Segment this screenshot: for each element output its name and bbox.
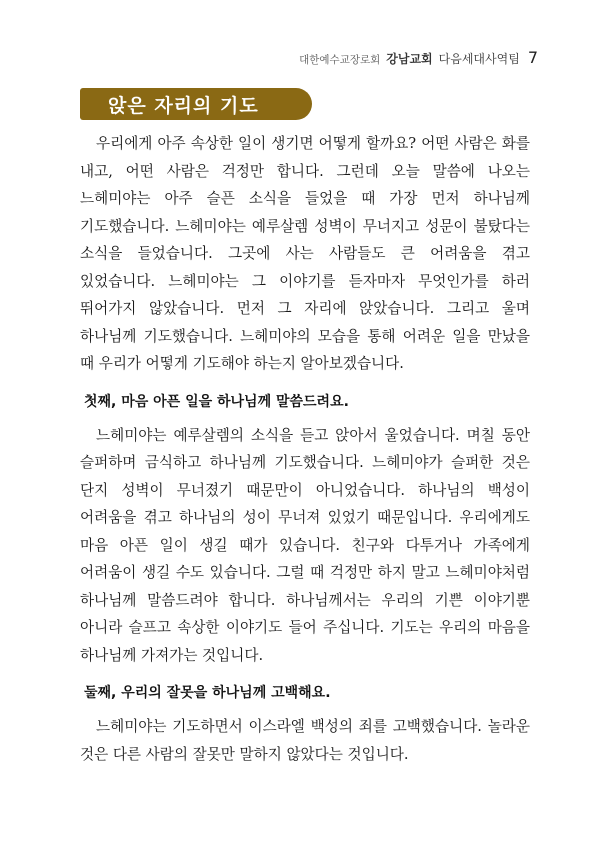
second-section-paragraph: 느헤미야는 기도하면서 이스라엘 백성의 죄를 고백했습니다. 놀라운 것은 다른 사람의 잘못만 말하지 않았다는 것입니다. [80,718,530,763]
section-heading-second: 둘째, 우리의 잘못을 하나님께 고백해요. [84,685,331,701]
header-org: 대한예수교장로회 [299,54,381,66]
page-number: 7 [527,48,538,67]
article-body [80,130,530,768]
section-heading-first: 첫째, 마음 아픈 일을 하나님께 말씀드려요. [84,393,349,410]
first-section-paragraph: 느헤미야는 예루살렘의 소식을 듣고 앉아서 울었습니다. 며칠 동안 슬퍼하며 금식하고 하나님께 기도했습니다. 느헤미야가 슬퍼한 것은 단지 성벽이 무너졌기 때문만이 아니었습니다. 하나님의 백성이 어려움을 겪고 하나님의 성이 무너져 있었기 때문입니다. 우리에게도 마음 아픈 일이 생길 때가 있습니다. 친구와 다투거나 가족에게 어려움이 생길 수도 있습니다. 그럴 때 걱정만 하지 말고 느헤미야처럼 하나님께 말씀드려야 합니다. 하나님께서는 우리의 기쁜 이야기뿐 아니라 슬프고 속상한 이야기도 들어 주십니다. 기도는 우리의 마음을 하나님께 가져가는 것입니다. [80,426,530,664]
page-title: 앉은 자리의 기도 [108,94,259,117]
intro-paragraph: 우리에게 아주 속상한 일이 생기면 어떻게 할까요? 어떤 사람은 화를 내고, 어떤 사람은 걱정만 합니다. 그런데 오늘 말씀에 나오는 느헤미야는 아주 슬픈 소식을 들었을 때 가장 먼저 하나님께 기도했습니다. 느헤미야는 예루살렘 성벽이 무너지고 성문이 불탔다는 소식을 들었습니다. 그곳에 사는 사람들도 큰 어려움을 겪고 있었습니다. 느헤미야는 그 이야기를 듣자마자 무엇인가를 하러 뛰어가지 않았습니다. 먼저 그 자리에 앉았습니다. 그리고 울며 하나님께 기도했습니다. 느헤미야의 모습을 통해 어려운 일을 만났을 때 우리가 어떻게 기도해야 하는지 알아보겠습니다. [80,135,530,372]
title-banner [80,88,312,120]
header-church: 강남교회 [386,52,433,66]
running-header [299,48,538,67]
header-ministry: 다음세대사역팀 [438,52,520,66]
